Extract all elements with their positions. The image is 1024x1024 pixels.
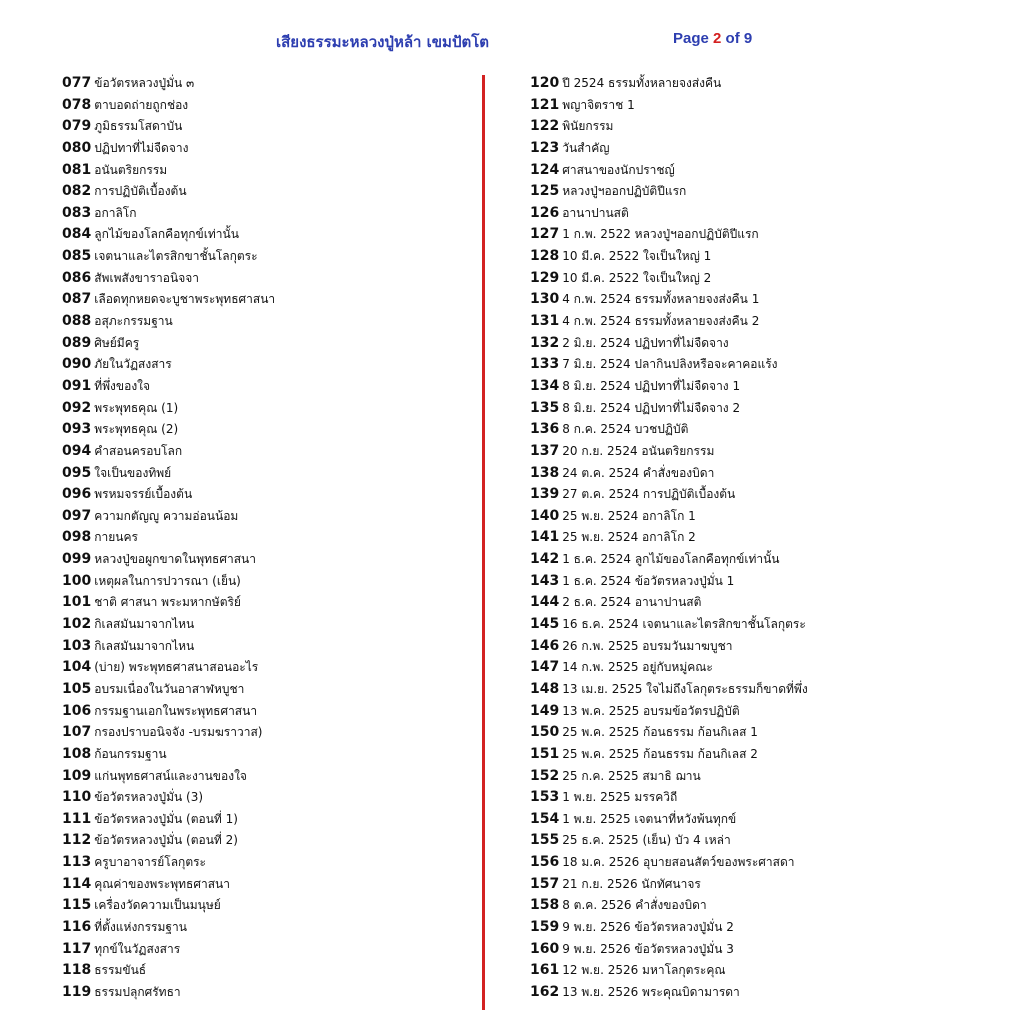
- track-title: ข้อวัตรหลวงปู่มั่น (ตอนที่ 1): [94, 811, 238, 826]
- track-title: 25 ธ.ค. 2525 (เย็น) บัว 4 เหล่า: [562, 833, 731, 848]
- track-number: 148: [530, 680, 560, 697]
- track-number: 080: [62, 139, 92, 156]
- track-number: 155: [530, 832, 560, 849]
- track-item: [530, 268, 1000, 290]
- track-title: พระพุทธคุณ (2): [94, 422, 179, 437]
- track-number: 116: [62, 918, 92, 935]
- track-item: [62, 939, 472, 961]
- track-title: ธรรมขันธ์: [94, 963, 147, 978]
- track-title: ปี 2524 ธรรมทั้งหลายจงส่งคืน: [562, 76, 722, 90]
- track-title: 2 มิ.ย. 2524 ปฏิปทาที่ไม่จืดจาง: [562, 335, 729, 350]
- track-number: 117: [62, 940, 92, 957]
- track-item: [530, 224, 1000, 246]
- track-item: [62, 138, 472, 160]
- track-number: 081: [62, 161, 92, 178]
- track-number: 157: [530, 875, 560, 892]
- track-number: 118: [62, 962, 92, 979]
- track-number: 090: [62, 356, 92, 373]
- track-number: 139: [530, 486, 560, 503]
- track-item: [62, 657, 472, 679]
- track-item: [62, 809, 472, 831]
- page-prefix: Page: [673, 30, 714, 47]
- track-title: อนันตริยกรรม: [94, 162, 168, 177]
- track-item: [62, 917, 472, 939]
- track-number: 088: [62, 313, 92, 330]
- track-number: 095: [62, 464, 92, 481]
- track-title: เลือดทุกหยดจะบูชาพระพุทธศาสนา: [94, 292, 276, 307]
- track-item: [62, 354, 472, 376]
- track-item: [530, 95, 1000, 117]
- track-number: 108: [62, 745, 92, 762]
- track-title: 1 ธ.ค. 2524 ลูกไม้ของโลกคือทุกข์เท่านั้น: [562, 552, 780, 567]
- track-item: [62, 874, 472, 896]
- track-item: [62, 679, 472, 701]
- track-item: [62, 722, 472, 744]
- track-item: [62, 787, 472, 809]
- track-item: [62, 181, 472, 203]
- track-item: [62, 116, 472, 138]
- track-title: ธรรมปลุกศรัทธา: [94, 984, 181, 999]
- track-item: [530, 203, 1000, 225]
- track-number: 114: [62, 875, 92, 892]
- track-item: [530, 484, 1000, 506]
- track-item: [530, 874, 1000, 896]
- track-number: 085: [62, 248, 92, 265]
- track-number: 101: [62, 594, 92, 611]
- track-title: 25 พ.ค. 2525 ก้อนธรรม ก้อนกิเลส 1: [562, 725, 758, 740]
- track-item: [530, 722, 1000, 744]
- column-divider: [482, 75, 485, 1010]
- track-item: [530, 181, 1000, 203]
- left-track-list: [62, 73, 472, 1004]
- track-number: 094: [62, 442, 92, 459]
- track-title: พระพุทธคุณ (1): [94, 400, 179, 415]
- track-title: คำสอนครอบโลก: [94, 443, 183, 458]
- track-title: 10 มี.ค. 2522 ใจเป็นใหญ่ 1: [562, 249, 712, 264]
- track-number: 126: [530, 204, 560, 221]
- track-title: คุณค่าของพระพุทธศาสนา: [94, 876, 230, 891]
- track-number: 132: [530, 334, 560, 351]
- track-title: ภูมิธรรมโสดาบัน: [94, 119, 183, 134]
- track-item: [530, 895, 1000, 917]
- track-number: 112: [62, 832, 92, 849]
- track-number: 099: [62, 551, 92, 568]
- track-title: 18 ม.ค. 2526 อุบายสอนสัตว์ของพระศาสดา: [562, 855, 795, 870]
- track-title: เครื่องวัดความเป็นมนุษย์: [94, 898, 221, 913]
- track-number: 130: [530, 291, 560, 308]
- track-number: 136: [530, 421, 560, 438]
- track-title: กิเลสมันมาจากไหน: [94, 617, 195, 632]
- track-number: 091: [62, 377, 92, 394]
- document-title: เสียงธรรมะหลวงปู่หล้า เขมปัตโต: [276, 33, 490, 51]
- track-number: 111: [62, 810, 92, 827]
- track-title: 12 พ.ย. 2526 มหาโลกุตระคุณ: [562, 963, 726, 978]
- track-number: 138: [530, 464, 560, 481]
- track-number: 100: [62, 572, 92, 589]
- track-item: [530, 614, 1000, 636]
- track-item: [530, 982, 1000, 1004]
- track-number: 098: [62, 529, 92, 546]
- track-number: 119: [62, 983, 92, 1000]
- track-item: [62, 484, 472, 506]
- track-number: 086: [62, 269, 92, 286]
- track-item: [62, 268, 472, 290]
- track-number: 127: [530, 226, 560, 243]
- track-item: [62, 419, 472, 441]
- page-total: 9: [743, 30, 753, 47]
- track-title: (บ่าย) พระพุทธศาสนาสอนอะไร: [94, 660, 259, 675]
- track-item: [530, 917, 1000, 939]
- track-item: [62, 203, 472, 225]
- track-number: 121: [530, 96, 560, 113]
- track-number: 103: [62, 637, 92, 654]
- track-item: [530, 463, 1000, 485]
- track-item: [62, 289, 472, 311]
- track-number: 124: [530, 161, 560, 178]
- track-number: 154: [530, 810, 560, 827]
- track-title: กายนคร: [94, 530, 138, 545]
- track-item: [530, 527, 1000, 549]
- track-number: 110: [62, 789, 92, 806]
- track-number: 129: [530, 269, 560, 286]
- track-item: [530, 809, 1000, 831]
- track-item: [62, 960, 472, 982]
- track-title: ข้อวัตรหลวงปู่มั่น (3): [94, 790, 204, 805]
- track-title: พรหมจรรย์เบื้องต้น: [94, 487, 193, 502]
- track-item: [530, 960, 1000, 982]
- track-number: 078: [62, 96, 92, 113]
- track-number: 087: [62, 291, 92, 308]
- track-title: อบรมเนื่องในวันอาสาฬหบูชา: [94, 681, 245, 696]
- track-item: [62, 766, 472, 788]
- track-number: 134: [530, 377, 560, 394]
- track-item: [62, 614, 472, 636]
- track-title: 25 พ.ค. 2525 ก้อนธรรม ก้อนกิเลส 2: [562, 746, 758, 761]
- track-number: 152: [530, 767, 560, 784]
- track-title: 25 พ.ย. 2524 อกาลิโก 1: [562, 508, 696, 523]
- track-title: การปฏิบัติเบื้องต้น: [94, 184, 187, 199]
- track-title: 13 พ.ค. 2525 อบรมข้อวัตรปฏิบัติ: [562, 703, 740, 718]
- track-number: 160: [530, 940, 560, 957]
- track-title: 2 ธ.ค. 2524 อานาปานสติ: [562, 595, 702, 610]
- track-title: 8 ก.ค. 2524 บวชปฏิบัติ: [562, 422, 689, 437]
- track-title: หลวงปู่ขอผูกขาดในพุทธศาสนา: [94, 552, 256, 567]
- track-title: อสุภะกรรมฐาน: [94, 314, 173, 329]
- track-item: [530, 354, 1000, 376]
- track-number: 153: [530, 789, 560, 806]
- track-item: [530, 744, 1000, 766]
- track-number: 162: [530, 983, 560, 1000]
- track-item: [62, 830, 472, 852]
- track-item: [530, 333, 1000, 355]
- track-number: 077: [62, 75, 92, 91]
- track-title: 7 มิ.ย. 2524 ปลากินปลิงหรือจะคาคอแร้ง: [562, 357, 778, 372]
- track-item: [62, 636, 472, 658]
- track-title: 26 ก.พ. 2525 อบรมวันมาฆบูชา: [562, 638, 733, 653]
- track-title: ศิษย์มีครู: [94, 335, 140, 350]
- track-number: 104: [62, 659, 92, 676]
- track-number: 156: [530, 854, 560, 871]
- track-item: [62, 463, 472, 485]
- track-item: [530, 592, 1000, 614]
- track-title: 8 ต.ค. 2526 คำสั่งของบิดา: [562, 898, 707, 913]
- page-of: of: [721, 30, 744, 47]
- track-number: 151: [530, 745, 560, 762]
- track-number: 120: [530, 75, 560, 91]
- track-item: [530, 246, 1000, 268]
- track-item: [530, 787, 1000, 809]
- track-item: [530, 830, 1000, 852]
- track-item: [530, 398, 1000, 420]
- track-number: 133: [530, 356, 560, 373]
- track-title: 25 ก.ค. 2525 สมาธิ ฌาน: [562, 768, 701, 783]
- track-number: 137: [530, 442, 560, 459]
- track-title: 13 พ.ย. 2526 พระคุณบิดามารดา: [562, 984, 740, 999]
- track-title: ใจเป็นของทิพย์: [94, 465, 172, 480]
- track-item: [530, 160, 1000, 182]
- track-title: 13 เม.ย. 2525 ใจไม่ถึงโลกุตระธรรมก็ขาดที่พึ่ง: [562, 681, 808, 696]
- track-item: [62, 224, 472, 246]
- track-number: 096: [62, 486, 92, 503]
- page-current: 2: [713, 30, 722, 47]
- track-item: [62, 441, 472, 463]
- track-title: 1 พ.ย. 2525 เจตนาที่หวังพ้นทุกข์: [562, 811, 737, 826]
- track-item: [62, 311, 472, 333]
- track-item: [530, 138, 1000, 160]
- track-item: [530, 289, 1000, 311]
- track-title: ชาติ ศาสนา พระมหากษัตริย์: [94, 595, 241, 610]
- track-title: ข้อวัตรหลวงปู่มั่น (ตอนที่ 2): [94, 833, 238, 848]
- track-number: 142: [530, 551, 560, 568]
- track-number: 150: [530, 724, 560, 741]
- track-number: 105: [62, 680, 92, 697]
- track-title: 4 ก.พ. 2524 ธรรมทั้งหลายจงส่งคืน 1: [562, 292, 760, 307]
- track-number: 092: [62, 399, 92, 416]
- track-number: 135: [530, 399, 560, 416]
- track-title: หลวงปู่ฯออกปฏิบัติปีแรก: [562, 184, 687, 199]
- track-item: [530, 376, 1000, 398]
- track-title: 24 ต.ค. 2524 คำสั่งของบิดา: [562, 465, 715, 480]
- track-number: 131: [530, 313, 560, 330]
- track-title: เจตนาและไตรสิกขาชั้นโลกุตระ: [94, 249, 258, 264]
- track-title: 20 ก.ย. 2524 อนันตริยกรรม: [562, 443, 715, 458]
- track-item: [530, 73, 1000, 95]
- track-title: ตาบอดถ่ายถูกช่อง: [94, 97, 189, 112]
- track-number: 123: [530, 139, 560, 156]
- track-number: 082: [62, 183, 92, 200]
- track-title: 8 มิ.ย. 2524 ปฏิปทาที่ไม่จืดจาง 2: [562, 400, 741, 415]
- track-item: [62, 744, 472, 766]
- track-item: [62, 592, 472, 614]
- track-title: วันสำคัญ: [562, 140, 610, 155]
- track-title: ปฏิปทาที่ไม่จืดจาง: [94, 140, 189, 155]
- track-number: 097: [62, 507, 92, 524]
- track-title: พญาจิตราช 1: [562, 97, 635, 112]
- track-title: 14 ก.พ. 2525 อยู่กับหมู่คณะ: [562, 660, 713, 675]
- track-item: [62, 398, 472, 420]
- track-item: [530, 571, 1000, 593]
- track-title: 1 ธ.ค. 2524 ข้อวัตรหลวงปู่มั่น 1: [562, 573, 735, 588]
- track-number: 106: [62, 702, 92, 719]
- track-number: 141: [530, 529, 560, 546]
- track-number: 122: [530, 118, 560, 135]
- track-number: 084: [62, 226, 92, 243]
- track-title: ที่พึ่งของใจ: [94, 378, 151, 393]
- track-title: อกาลิโก: [94, 205, 137, 220]
- track-title: อานาปานสติ: [562, 205, 629, 220]
- track-item: [62, 73, 472, 95]
- track-number: 113: [62, 854, 92, 871]
- track-title: พินัยกรรม: [562, 119, 614, 134]
- track-item: [62, 376, 472, 398]
- track-item: [530, 419, 1000, 441]
- track-number: 158: [530, 897, 560, 914]
- track-item: [530, 636, 1000, 658]
- track-number: 149: [530, 702, 560, 719]
- track-title: 1 ก.พ. 2522 หลวงปู่ฯออกปฏิบัติปีแรก: [562, 227, 759, 242]
- track-title: 8 มิ.ย. 2524 ปฏิปทาที่ไม่จืดจาง 1: [562, 378, 741, 393]
- track-title: 21 ก.ย. 2526 นักทัศนาจร: [562, 876, 701, 891]
- track-item: [62, 95, 472, 117]
- track-title: ภัยในวัฏสงสาร: [94, 357, 172, 372]
- track-title: กรรมฐานเอกในพระพุทธศาสนา: [94, 703, 258, 718]
- track-item: [530, 441, 1000, 463]
- track-item: [62, 333, 472, 355]
- page-indicator: [673, 30, 752, 47]
- track-title: ศาสนาของนักปราชญ์: [562, 162, 675, 177]
- track-item: [62, 895, 472, 917]
- track-number: 125: [530, 183, 560, 200]
- track-title: ความกตัญญู ความอ่อนน้อม: [94, 508, 239, 523]
- right-track-list: [530, 73, 1000, 1004]
- track-title: ครูบาอาจารย์โลกุตระ: [94, 855, 207, 870]
- track-title: 27 ต.ค. 2524 การปฏิบัติเบื้องต้น: [562, 487, 736, 502]
- track-title: 10 มี.ค. 2522 ใจเป็นใหญ่ 2: [562, 270, 712, 285]
- track-title: 9 พ.ย. 2526 ข้อวัตรหลวงปู่มั่น 3: [562, 941, 734, 956]
- track-item: [530, 549, 1000, 571]
- track-item: [62, 852, 472, 874]
- track-number: 079: [62, 118, 92, 135]
- track-number: 144: [530, 594, 560, 611]
- track-number: 145: [530, 616, 560, 633]
- track-item: [530, 506, 1000, 528]
- track-item: [62, 506, 472, 528]
- track-number: 143: [530, 572, 560, 589]
- track-number: 102: [62, 616, 92, 633]
- track-number: 107: [62, 724, 92, 741]
- track-item: [62, 549, 472, 571]
- track-item: [530, 679, 1000, 701]
- track-item: [530, 311, 1000, 333]
- track-title: 16 ธ.ค. 2524 เจตนาและไตรสิกขาชั้นโลกุตระ: [562, 617, 806, 632]
- track-number: 140: [530, 507, 560, 524]
- track-title: กรองปราบอนิจจัง -บรมฆราวาส): [94, 725, 263, 740]
- track-title: 4 ก.พ. 2524 ธรรมทั้งหลายจงส่งคืน 2: [562, 314, 760, 329]
- track-item: [62, 701, 472, 723]
- track-number: 115: [62, 897, 92, 914]
- track-item: [62, 246, 472, 268]
- track-item: [62, 160, 472, 182]
- track-item: [62, 571, 472, 593]
- track-item: [530, 852, 1000, 874]
- track-title: ทุกข์ในวัฏสงสาร: [94, 941, 181, 956]
- track-title: ข้อวัตรหลวงปู่มั่น ๓: [94, 76, 195, 90]
- track-item: [530, 657, 1000, 679]
- track-number: 093: [62, 421, 92, 438]
- track-number: 147: [530, 659, 560, 676]
- track-title: ก้อนกรรมฐาน: [94, 746, 167, 761]
- track-number: 159: [530, 918, 560, 935]
- track-number: 109: [62, 767, 92, 784]
- track-number: 161: [530, 962, 560, 979]
- track-title: 25 พ.ย. 2524 อกาลิโก 2: [562, 530, 696, 545]
- track-number: 089: [62, 334, 92, 351]
- track-title: ที่ตั้งแห่งกรรมฐาน: [94, 919, 187, 934]
- track-item: [62, 527, 472, 549]
- track-title: แก่นพุทธศาสน์และงานของใจ: [94, 768, 247, 783]
- track-title: 9 พ.ย. 2526 ข้อวัตรหลวงปู่มั่น 2: [562, 919, 734, 934]
- track-title: สัพเพสังขาราอนิจจา: [94, 270, 199, 285]
- track-item: [62, 982, 472, 1004]
- track-item: [530, 939, 1000, 961]
- track-item: [530, 701, 1000, 723]
- track-title: เหตุผลในการปวารณา (เย็น): [94, 573, 241, 588]
- page-header: [0, 30, 1024, 56]
- track-number: 083: [62, 204, 92, 221]
- track-number: 128: [530, 248, 560, 265]
- track-title: 1 พ.ย. 2525 มรรควิถี: [562, 790, 678, 805]
- track-title: กิเลสมันมาจากไหน: [94, 638, 195, 653]
- track-number: 146: [530, 637, 560, 654]
- track-item: [530, 116, 1000, 138]
- track-item: [530, 766, 1000, 788]
- track-title: ลูกไม้ของโลกคือทุกข์เท่านั้น: [94, 227, 239, 242]
